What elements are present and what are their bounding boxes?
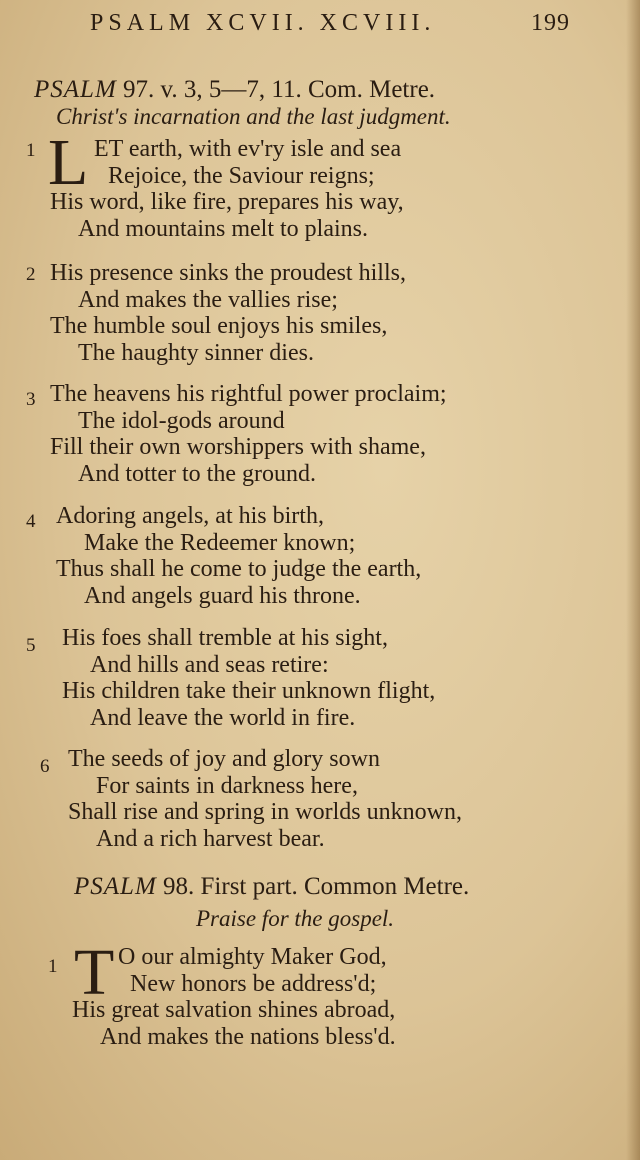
running-head-title: PSALM XCVII. XCVIII.: [90, 10, 436, 36]
stanza-4: [26, 503, 616, 613]
stanza-2: [26, 260, 616, 370]
verse-line: Fill their own worshippers with shame,: [50, 434, 426, 460]
verse-line: And hills and seas retire:: [90, 651, 329, 678]
stanza-3: [26, 381, 616, 491]
verse-line: And leave the world in fire.: [90, 704, 356, 731]
verse-line: The heavens his rightful power proclaim;: [50, 381, 447, 407]
verse-line: His presence sinks the proudest hills,: [50, 260, 406, 286]
verse-line: His children take their unknown flight,: [62, 678, 436, 704]
verse-line: Thus shall he come to judge the earth,: [56, 556, 422, 582]
psalm-label: PSALM: [74, 873, 157, 900]
verse-line: And makes the nations bless'd.: [100, 1023, 396, 1050]
psalm-97-heading: [34, 76, 594, 104]
psalm-reference: 98. First part. Common Metre.: [163, 873, 470, 900]
verse-number: 2: [26, 264, 36, 285]
verse-number: 4: [26, 511, 36, 532]
psalm-98-subtitle: Praise for the gospel.: [196, 906, 395, 931]
stanza-6: [26, 746, 616, 856]
verse-line: Make the Redeemer known;: [84, 529, 356, 556]
drop-cap: L: [48, 126, 89, 199]
verse-line: And makes the vallies rise;: [78, 286, 338, 313]
drop-cap: T: [74, 936, 115, 1009]
verse-line: His great salvation shines abroad,: [72, 997, 396, 1023]
verse-number: 5: [26, 635, 36, 656]
psalm-98-stanza-1: [48, 936, 638, 1054]
verse-number: 1: [48, 956, 58, 977]
psalm-98-heading: [74, 873, 574, 901]
verse-line: For saints in darkness here,: [96, 772, 358, 799]
psalm-label: PSALM: [34, 76, 117, 103]
verse-line: The seeds of joy and glory sown: [68, 746, 380, 772]
page-number: 199: [531, 10, 570, 36]
verse-line: And mountains melt to plains.: [78, 215, 368, 242]
verse-line: New honors be address'd;: [130, 970, 377, 997]
verse-line: Rejoice, the Saviour reigns;: [108, 162, 375, 189]
verse-line: And totter to the ground.: [78, 460, 316, 487]
verse-number: 1: [26, 140, 36, 161]
verse-line: Shall rise and spring in worlds unknown,: [68, 799, 462, 825]
verse-line: And a rich harvest bear.: [96, 825, 325, 852]
verse-line: His foes shall tremble at his sight,: [62, 625, 388, 651]
verse-line: ET earth, with ev'ry isle and sea: [94, 136, 402, 162]
verse-line: His word, like fire, prepares his way,: [50, 189, 404, 215]
verse-line: The idol-gods around: [78, 407, 285, 434]
verse-number: 3: [26, 389, 36, 410]
verse-line: The haughty sinner dies.: [78, 339, 314, 366]
stanza-5: [26, 625, 616, 735]
verse-line: And angels guard his throne.: [84, 582, 361, 609]
psalm-reference: 97. v. 3, 5—7, 11. Com. Metre.: [123, 76, 436, 103]
stanza-1: [26, 126, 616, 246]
verse-line: The humble soul enjoys his smiles,: [50, 313, 388, 339]
verse-number: 6: [40, 756, 50, 777]
verse-line: O our almighty Maker God,: [118, 944, 387, 970]
psalm-97-subtitle: Christ's incarnation and the last judgment.: [56, 104, 451, 129]
verse-line: Adoring angels, at his birth,: [56, 503, 324, 529]
